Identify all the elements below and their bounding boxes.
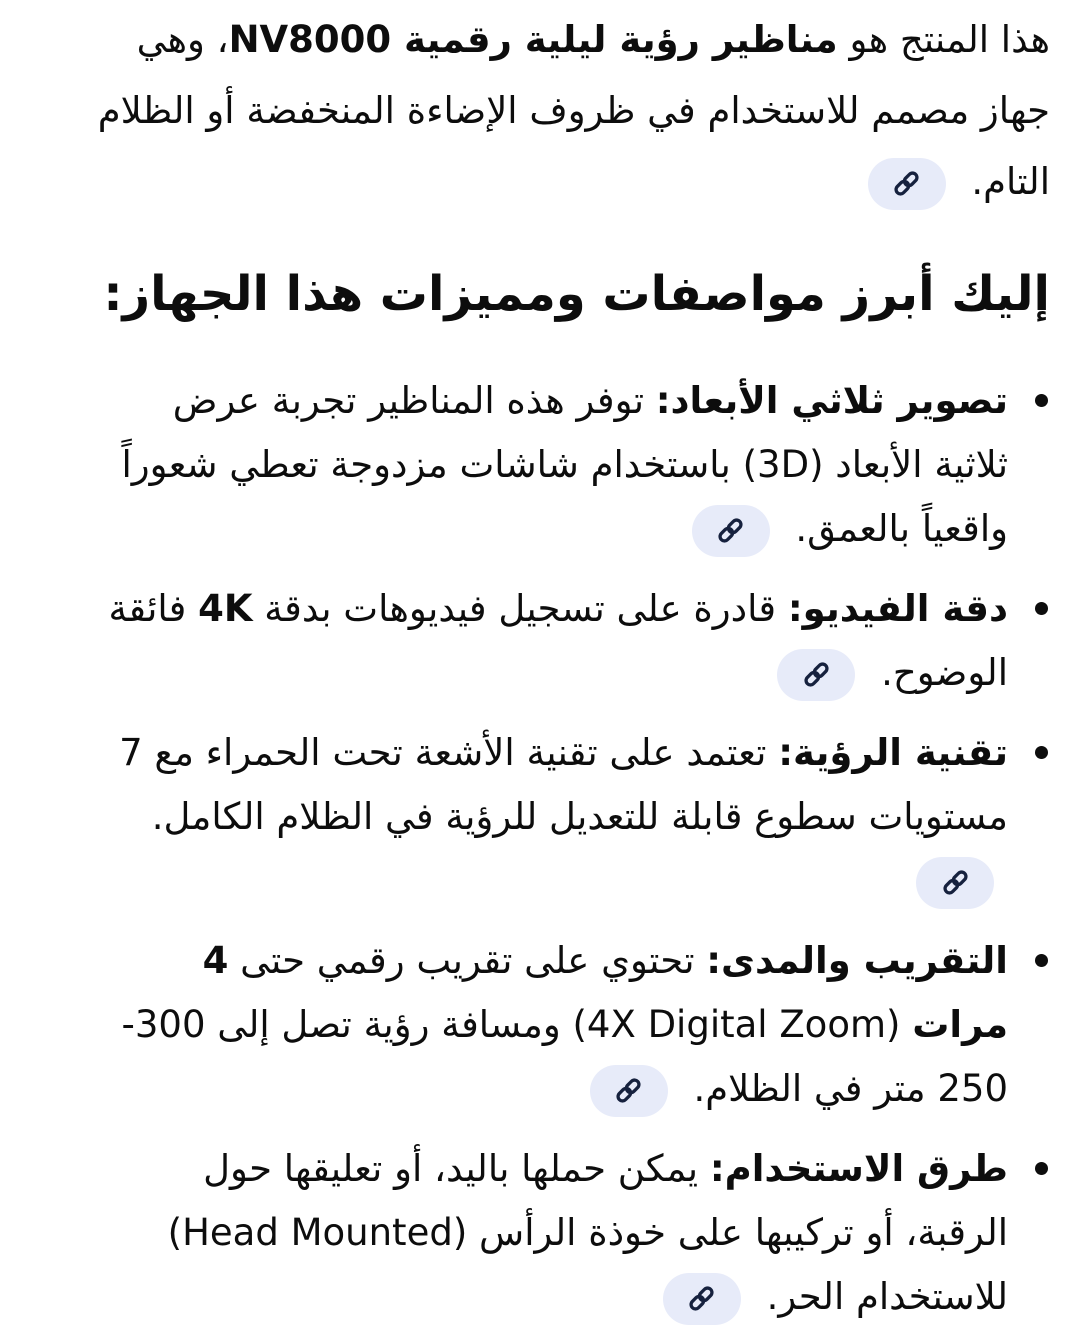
bullet-marker: [1035, 746, 1048, 759]
citation-link-pill[interactable]: [692, 505, 770, 557]
feature-label: دقة الفيديو:: [787, 587, 1008, 630]
feature-text-bold: 4 مرات: [202, 939, 1008, 1046]
citation-link-pill[interactable]: [777, 649, 855, 701]
bullet-marker: [1035, 1162, 1048, 1175]
feature-item-zoom-range: [95, 929, 1008, 1121]
feature-item-usage: [95, 1137, 1008, 1329]
feature-text-post: (4X Digital Zoom) ومسافة رؤية تصل إلى 300-250 متر في الظلام.: [121, 1003, 1008, 1110]
intro-paragraph: [95, 4, 1050, 217]
link-icon: [939, 866, 972, 899]
feature-label: تصوير ثلاثي الأبعاد:: [655, 379, 1008, 422]
feature-item-video: [95, 577, 1008, 705]
feature-label: التقريب والمدى:: [706, 939, 1008, 982]
feature-label: طرق الاستخدام:: [709, 1147, 1008, 1190]
feature-text-bold: 4K: [198, 587, 253, 630]
link-icon: [800, 658, 833, 691]
intro-text: هذا المنتج هو: [837, 18, 1050, 61]
bullet-marker: [1035, 602, 1048, 615]
feature-text: قادرة على تسجيل فيديوهات بدقة: [252, 587, 777, 630]
feature-text: تحتوي على تقريب رقمي حتى: [228, 939, 695, 982]
feature-label: تقنية الرؤية:: [778, 731, 1008, 774]
feature-text: يمكن حملها باليد، أو تعليقها حول الرقبة، أو تركيبها على خوذة الرأس (Head Mounted) للاستخدام الحر.: [167, 1147, 1008, 1318]
link-icon: [890, 167, 923, 200]
link-icon: [685, 1282, 718, 1315]
intro-text-post: ، وهي جهاز مصمم للاستخدام في ظروف الإضاءة المنخفضة أو الظلام التام.: [97, 18, 1050, 203]
feature-text: توفر هذه المناظير تجربة عرض ثلاثية الأبعاد (3D) باستخدام شاشات مزدوجة تعطي شعوراً واقعياً بالعمق.: [121, 379, 1008, 550]
section-heading: إليك أبرز مواصفات ومميزات هذا الجهاز:: [103, 266, 1050, 322]
link-icon: [714, 514, 747, 547]
citation-link-pill[interactable]: [916, 857, 994, 909]
citation-link-pill[interactable]: [590, 1065, 668, 1117]
citation-link-pill[interactable]: [868, 158, 946, 210]
citation-link-pill[interactable]: [663, 1273, 741, 1325]
feature-item-vision-tech: [95, 721, 1008, 913]
feature-text-post: فائقة الوضوح.: [108, 587, 1008, 694]
link-icon: [612, 1074, 645, 1107]
feature-list: [95, 369, 1050, 1329]
bullet-marker: [1035, 954, 1048, 967]
product-name: مناظير رؤية ليلية رقمية NV8000: [228, 18, 838, 61]
feature-item-3d: [95, 369, 1008, 561]
bullet-marker: [1035, 394, 1048, 407]
feature-text: تعتمد على تقنية الأشعة تحت الحمراء مع 7 مستويات سطوع قابلة للتعديل للرؤية في الظلام الكامل.: [119, 731, 1008, 838]
